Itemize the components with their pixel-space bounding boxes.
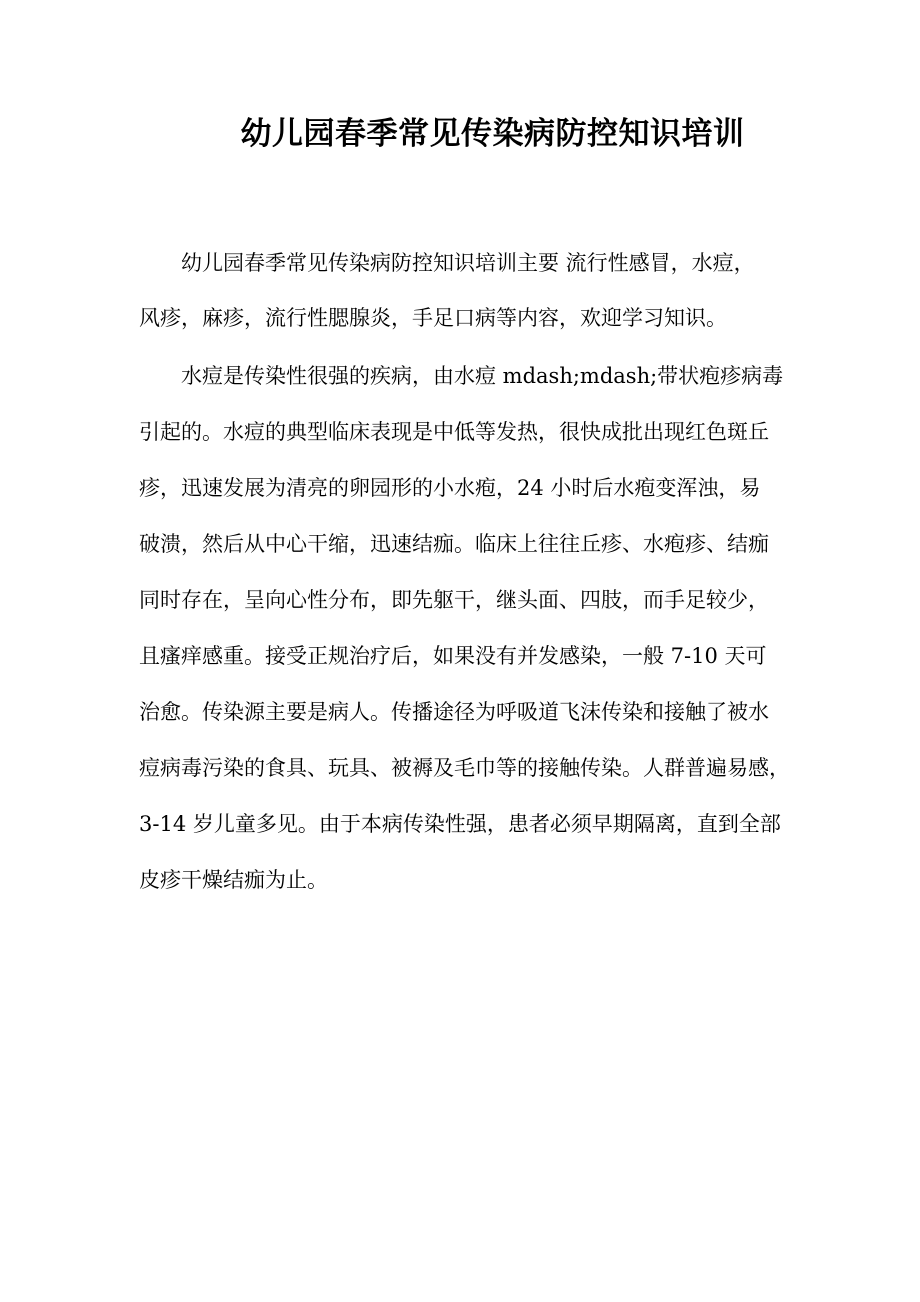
paragraph2-line-2: 引起的。水痘的典型临床表现是中低等发热，很快成批出现红色斑丘 [139,420,769,444]
paragraph2-line-9: 3-14 岁儿童多见。由于本病传染性强，患者必须早期隔离，直到全部 [139,812,781,836]
paragraph1-line-2: 风疹，麻疹，流行性腮腺炎，手足口病等内容，欢迎学习知识。 [139,306,727,330]
paragraph2-line-8: 痘病毒污染的食具、玩具、被褥及毛巾等的接触传染。人群普遍易感， [139,756,790,780]
paragraph2-line-10: 皮疹干燥结痂为止。 [139,868,328,892]
paragraph2-line-1: 水痘是传染性很强的疾病，由水痘 mdash;mdash;带状疱疹病毒 [181,364,784,388]
document-title: 幼儿园春季常见传染病防控知识培训 [240,116,745,152]
paragraph2-line-3: 疹，迅速发展为清亮的卵园形的小水疱，24 小时后水疱变浑浊，易 [139,476,761,500]
paragraph2-line-6: 且瘙痒感重。接受正规治疗后，如果没有并发感染，一般 7-10 天可 [139,644,767,668]
paragraph2-line-5: 同时存在，呈向心性分布，即先躯干，继头面、四肢，而手足较少， [139,588,769,612]
paragraph2-line-7: 治愈。传染源主要是病人。传播途径为呼吸道飞沫传染和接触了被水 [139,700,769,724]
paragraph1-line-1: 幼儿园春季常见传染病防控知识培训主要 流行性感冒，水痘， [181,251,755,275]
paragraph2-line-4: 破溃，然后从中心干缩，迅速结痂。临床上往往丘疹、水疱疹、结痂 [139,532,769,556]
